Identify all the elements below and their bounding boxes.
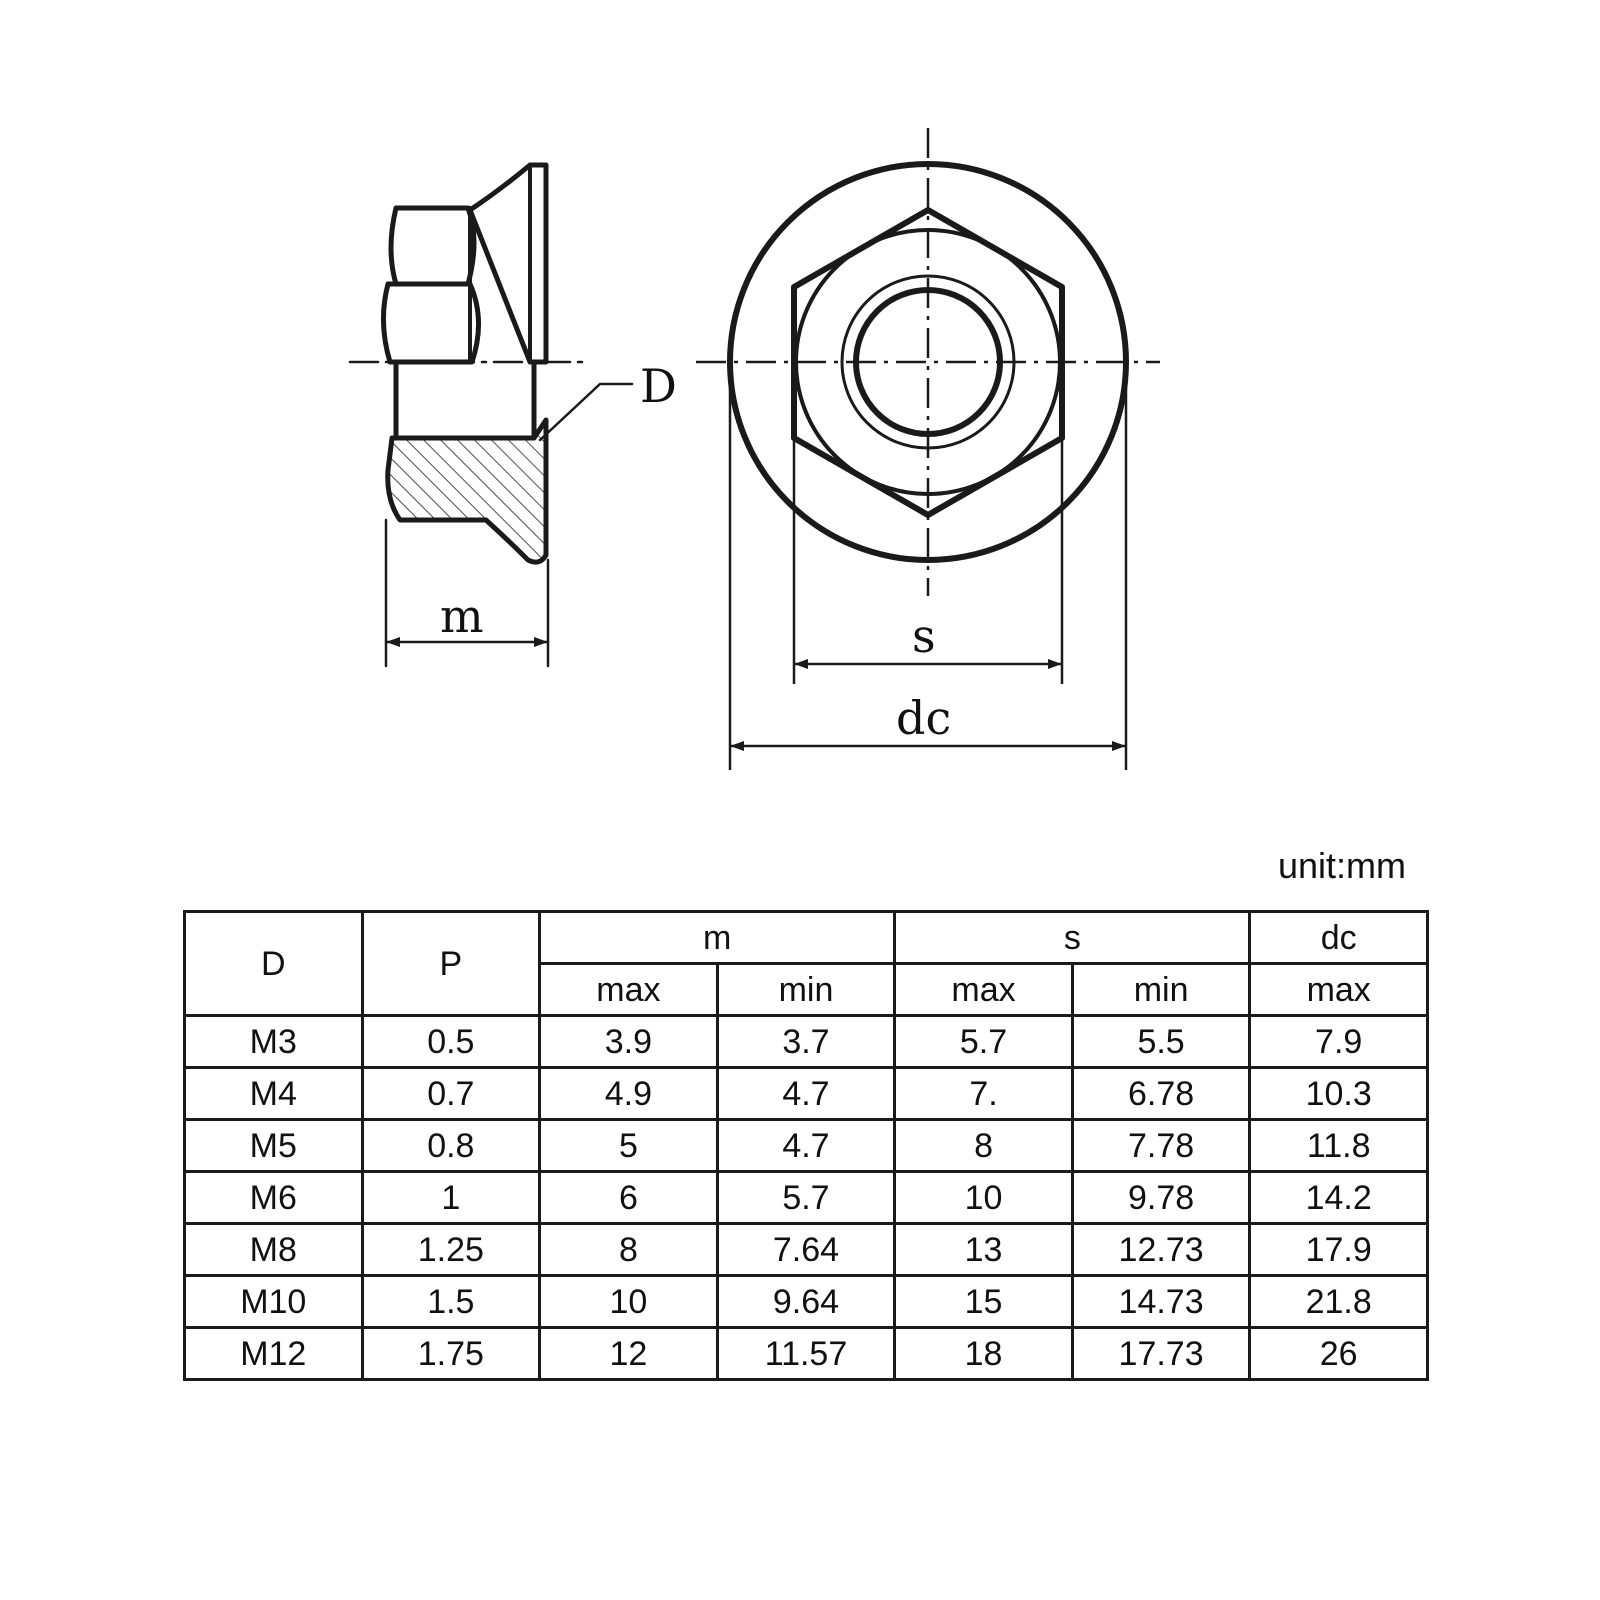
nut-side-view <box>350 165 632 666</box>
table-row <box>185 1172 1428 1224</box>
header-m-max: max <box>540 964 718 1016</box>
header-s-max: max <box>895 964 1073 1016</box>
cell-m-max: 3.9 <box>540 1016 718 1068</box>
cell-m-min: 4.7 <box>717 1120 895 1172</box>
label-D: D <box>640 359 677 413</box>
cell-s-min: 9.78 <box>1072 1172 1250 1224</box>
header-D: D <box>185 912 363 1016</box>
cell-D: M12 <box>185 1328 363 1380</box>
cell-m-max: 4.9 <box>540 1068 718 1120</box>
cell-D: M5 <box>185 1120 363 1172</box>
cell-s-max: 18 <box>895 1328 1073 1380</box>
cell-m-max: 6 <box>540 1172 718 1224</box>
cell-P: 1.5 <box>362 1276 540 1328</box>
header-m-min: min <box>717 964 895 1016</box>
header-dc: dc <box>1250 912 1428 964</box>
table-row <box>185 1016 1428 1068</box>
label-m: m <box>440 589 484 643</box>
cell-s-min: 6.78 <box>1072 1068 1250 1120</box>
cell-m-min: 5.7 <box>717 1172 895 1224</box>
cell-s-max: 8 <box>895 1120 1073 1172</box>
cell-dc-max: 21.8 <box>1250 1276 1428 1328</box>
header-s-min: min <box>1072 964 1250 1016</box>
bore-section <box>396 362 534 438</box>
cell-m-min: 11.57 <box>717 1328 895 1380</box>
table-header-row <box>185 912 1428 964</box>
cell-m-max: 8 <box>540 1224 718 1276</box>
cell-s-min: 12.73 <box>1072 1224 1250 1276</box>
cell-m-max: 12 <box>540 1328 718 1380</box>
cell-D: M10 <box>185 1276 363 1328</box>
unit-label: unit:mm <box>1277 845 1406 886</box>
cell-s-max: 15 <box>895 1276 1073 1328</box>
cell-P: 0.7 <box>362 1068 540 1120</box>
header-m: m <box>540 912 895 964</box>
cell-P: 0.5 <box>362 1016 540 1068</box>
cell-m-max: 5 <box>540 1120 718 1172</box>
label-dc: dc <box>896 691 952 745</box>
cell-s-max: 5.7 <box>895 1016 1073 1068</box>
label-s: s <box>912 609 936 663</box>
table-row <box>185 1120 1428 1172</box>
cell-m-min: 7.64 <box>717 1224 895 1276</box>
cell-dc-max: 14.2 <box>1250 1172 1428 1224</box>
header-s: s <box>895 912 1250 964</box>
dimension-table <box>183 910 1429 1381</box>
cell-s-min: 17.73 <box>1072 1328 1250 1380</box>
cell-D: M3 <box>185 1016 363 1068</box>
cell-s-min: 14.73 <box>1072 1276 1250 1328</box>
cell-P: 0.8 <box>362 1120 540 1172</box>
cell-D: M4 <box>185 1068 363 1120</box>
cell-m-min: 4.7 <box>717 1068 895 1120</box>
cell-dc-max: 10.3 <box>1250 1068 1428 1120</box>
cell-s-max: 13 <box>895 1224 1073 1276</box>
cell-m-max: 10 <box>540 1276 718 1328</box>
table-row <box>185 1328 1428 1380</box>
cell-m-min: 3.7 <box>717 1016 895 1068</box>
cell-dc-max: 17.9 <box>1250 1224 1428 1276</box>
header-dc-max: max <box>1250 964 1428 1016</box>
hex-body-upper <box>391 208 474 284</box>
cell-m-min: 9.64 <box>717 1276 895 1328</box>
table-row <box>185 1224 1428 1276</box>
table-row <box>185 1276 1428 1328</box>
cell-dc-max: 11.8 <box>1250 1120 1428 1172</box>
hatched-section <box>388 420 546 562</box>
cell-D: M6 <box>185 1172 363 1224</box>
bore-circle <box>856 290 1000 434</box>
cell-P: 1 <box>362 1172 540 1224</box>
cell-s-min: 5.5 <box>1072 1016 1250 1068</box>
flange-upper <box>470 165 546 362</box>
nut-front-view <box>696 128 1160 770</box>
cell-dc-max: 26 <box>1250 1328 1428 1380</box>
cell-s-max: 7. <box>895 1068 1073 1120</box>
cell-P: 1.75 <box>362 1328 540 1380</box>
cell-D: M8 <box>185 1224 363 1276</box>
cell-dc-max: 7.9 <box>1250 1016 1428 1068</box>
cell-P: 1.25 <box>362 1224 540 1276</box>
cell-s-min: 7.78 <box>1072 1120 1250 1172</box>
header-P: P <box>362 912 540 1016</box>
hex-body-middle <box>383 284 478 362</box>
cell-s-max: 10 <box>895 1172 1073 1224</box>
table-row <box>185 1068 1428 1120</box>
